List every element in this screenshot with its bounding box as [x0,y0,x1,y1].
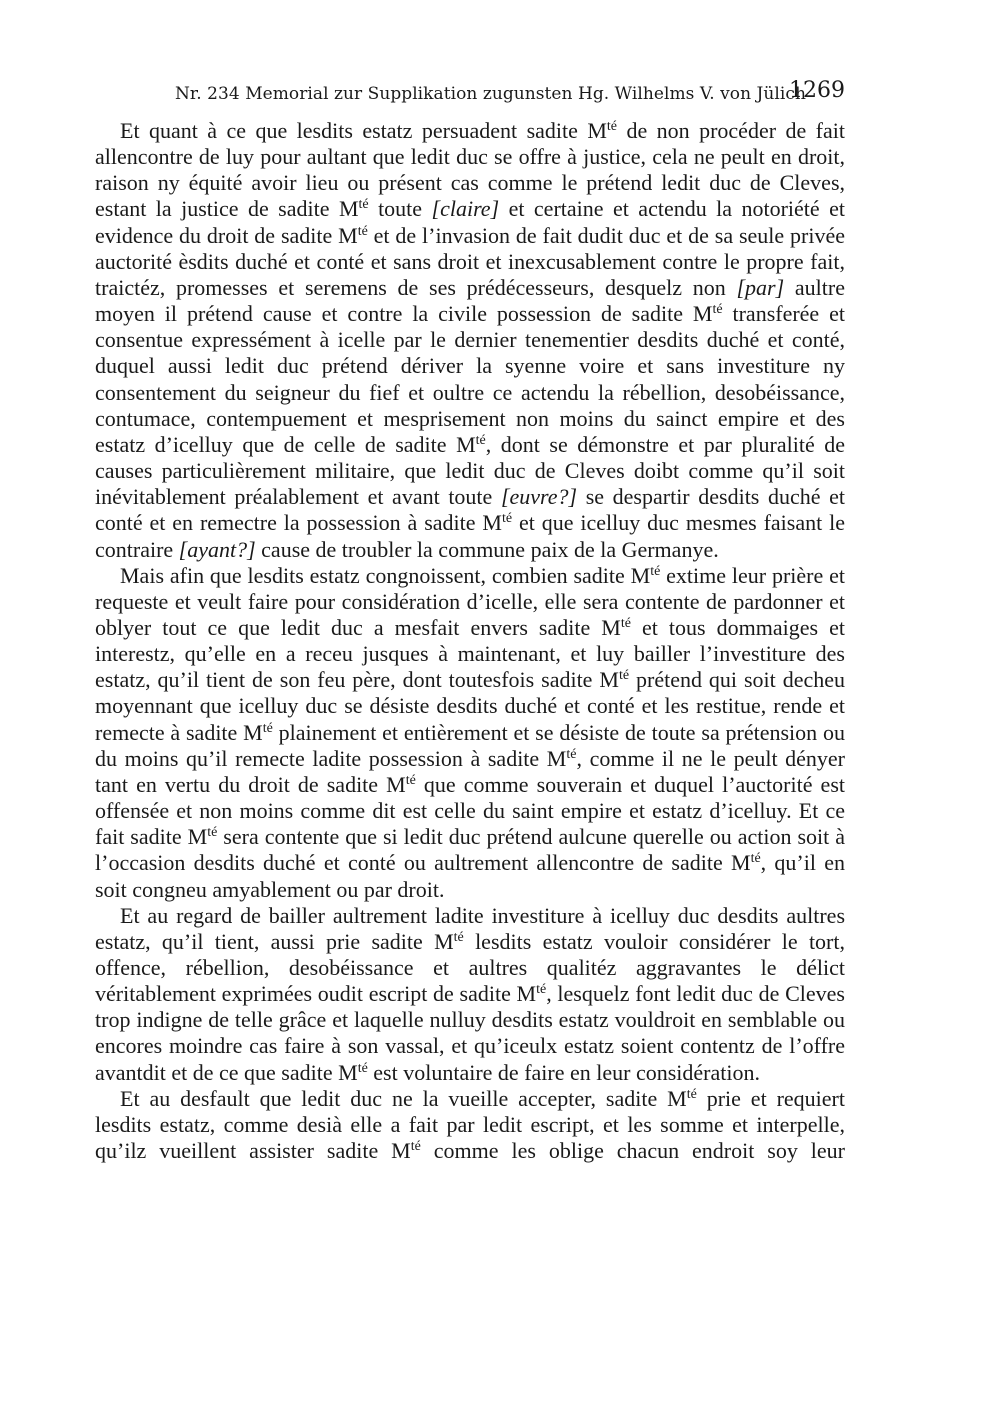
text-run: et tous dommaiges et interestz, qu’elle en a receu jusques à maintenant, et luy bailler l’investiture des estatz, qu’il tient de son feu père, dont toutesfois sadite [95,614,846,693]
majesty-abbreviation [587,118,617,143]
text-run: et certaine et actendu la notoriété et evidence du droit de sadite [95,196,845,248]
paragraph [95,1086,845,1164]
abbreviation-superscript: té [410,1139,421,1155]
majesty-abbreviation [391,1138,421,1163]
abbreviation-superscript: té [566,746,577,762]
paragraph [95,563,845,903]
page-number: 1269 [789,78,845,103]
abbreviation-superscript: té [686,1086,697,1102]
abbreviation-base: M [338,1059,358,1085]
text-run: sera contente que si ledit duc prétend aulcune querelle ou action soit à l’occasion desdits duché et conté ou aultrement allencontre de sadite [95,824,845,876]
majesty-abbreviation [599,667,629,692]
text-run: plainement et entièrement et se désiste de toute sa prétension ou du moins qu’il remecte ladite possession à sadite [95,719,845,771]
abbreviation-base: M [546,745,567,771]
majesty-abbreviation [601,615,631,640]
abbreviation-superscript: té [536,982,547,998]
editorial-insertion: [par] [736,274,785,300]
abbreviation-superscript: té [618,668,630,684]
abbreviation-superscript: té [357,223,368,239]
abbreviation-superscript: té [262,720,273,736]
majesty-abbreviation [547,746,577,771]
text-run: , comme il ne le peult dényer tant en vertu du droit de sadite [95,745,846,797]
abbreviation-superscript: té [750,851,761,867]
text-run: extime leur prière et requeste et veult faire pour considération d’icelle, elle sera contente de pardonner et oblyer tout ce que ledit duc a mesfait envers sadite [95,562,845,640]
text-run: , dont se démonstre et par pluralité de causes particulièrement militaire, que ledit duc de Cleves doibt comme qu’il soit inévitablement préalablement et avant toute [95,431,846,510]
abbreviation-base: M [338,222,358,248]
abbreviation-base: M [482,510,502,536]
running-title: Nr. 234 Memorial zur Supplikation zugunsten Hg. Wilhelms V. von Jülich [175,84,806,104]
abbreviation-base: M [243,719,263,745]
editorial-insertion: [ayant?] [178,536,256,562]
editorial-insertion: [claire] [431,196,500,222]
abbreviation-base: M [434,928,454,954]
abbreviation-superscript: té [358,197,369,213]
abbreviation-base: M [391,1138,411,1164]
body-text [95,118,845,1164]
paragraph [95,903,845,1086]
text-run: lesdits estatz vouloir considérer le tort, offence, rébellion, desobéissance et aultres qualitéz aggravantes le délict véritablement exprimées oudit escript de sadite [95,928,845,1007]
text-run: de non procéder de fait allencontre de luy pour aultant que ledit duc se offre à justice, cela ne peult en droit, raison ny équité avoir lieu ou présent cas comme le prétend ledit duc de Cleves, estant la justice de sadite [95,118,845,222]
editorial-insertion: [euvre?] [500,484,578,510]
abbreviation-base: M [692,301,713,327]
paragraph [95,118,845,563]
majesty-abbreviation [631,563,661,588]
abbreviation-base: M [456,431,476,457]
majesty-abbreviation [338,223,368,248]
abbreviation-superscript: té [405,772,416,788]
text-run: et de l’invasion de fait dudit duc et de sa seule privée auctorité èsdits duché et conté et sans droit et inexcusablement contre le propre fait, traictéz, promesses et seremens de ses prédécesseurs, desquelz non [95,222,845,300]
majesty-abbreviation [482,510,512,535]
abbreviation-superscript: té [501,511,513,527]
text-run: transferée et consentue expressément à icelle par le dernier tenementier desdits duché et conté, duquel aussi ledit duc prétend dériver la syenne voire et sans investiture ny consentement du seigneur du fief et oultre ce actendu la rébellion, desobéissance, contumace, contempuement et mesprisement non moins du sainct empire et des estatz d’icelluy que de celle de sadite [95,301,845,457]
majesty-abbreviation [243,720,273,745]
abbreviation-superscript: té [357,1060,368,1076]
majesty-abbreviation [731,850,761,875]
text-run: toute [368,196,432,222]
text-run: se despartir desdits duché et conté et en remectre la possession à sadite [95,484,846,536]
majesty-abbreviation [456,432,486,457]
majesty-abbreviation [434,929,464,954]
abbreviation-base: M [386,771,406,797]
abbreviation-base: M [187,824,208,850]
abbreviation-superscript: té [207,825,218,841]
majesty-abbreviation [667,1086,697,1111]
majesty-abbreviation [339,196,369,221]
text-run: que comme souverain et duquel l’auctorité est offensée et non moins comme dit est celle du saint empire et estatz d’icelluy. Et ce fait sadite [95,771,845,850]
majesty-abbreviation [338,1060,368,1085]
abbreviation-base: M [601,614,621,640]
abbreviation-superscript: té [475,432,486,448]
running-head [95,78,845,108]
abbreviation-superscript: té [650,563,661,579]
abbreviation-superscript: té [620,615,631,631]
text-run: Et au regard de bailler aultrement ladite investiture à icelluy duc desdits aultres estatz, qu’il tient, aussi prie sadite [95,902,845,954]
text-run: Et au desfault que ledit duc ne la vueille accepter, sadite [120,1085,668,1111]
text-run: et que icelluy duc mesmes faisant le contraire [95,510,845,562]
text-run: cause de troubler la commune paix de la Germanye. [255,536,719,562]
majesty-abbreviation [693,301,723,326]
abbreviation-base: M [667,1085,687,1111]
abbreviation-superscript: té [606,119,618,134]
majesty-abbreviation [188,824,218,849]
text-run: aultre moyen il prétend cause et contre la civile possession de sadite [95,274,845,327]
text-run: Mais afin que lesdits estatz congnoissent, combien sadite [120,562,631,588]
abbreviation-base: M [516,981,537,1007]
text-run: prétend qui soit decheu moyennant que icelluy duc se désiste desdits duché et conté et les restitue, rende et remecte à sadite [95,667,846,745]
abbreviation-superscript: té [712,302,723,318]
abbreviation-base: M [731,850,751,876]
text-run: , qu’il en soit congneu amyablement ou par droit. [95,850,845,902]
abbreviation-base: M [630,562,651,588]
abbreviation-base: M [587,118,607,143]
abbreviation-base: M [338,196,359,222]
text-run: est voluntaire de faire en leur considération. [367,1059,760,1085]
majesty-abbreviation [517,981,547,1006]
text-run: comme les oblige chacun endroit soy leur [420,1138,845,1164]
text-run: Et quant à ce que lesdits estatz persuadent sadite [120,118,588,143]
text-run: prie et requiert lesdits estatz, comme desià elle a fait par ledit escript, et les somme et interpelle, qu’ilz vueillent assister sadite [95,1085,845,1164]
text-run: , lesquelz font ledit duc de Cleves trop indigne de telle grâce et laquelle nulluy desdits estatz vouldroit en semblable ou encores moindre cas faire à son vassal, et qu’iceulx estatz soient contentz de l’offre avantdit et de ce que sadite [95,981,845,1085]
majesty-abbreviation [386,772,416,797]
abbreviation-superscript: té [453,929,464,945]
abbreviation-base: M [599,667,619,693]
